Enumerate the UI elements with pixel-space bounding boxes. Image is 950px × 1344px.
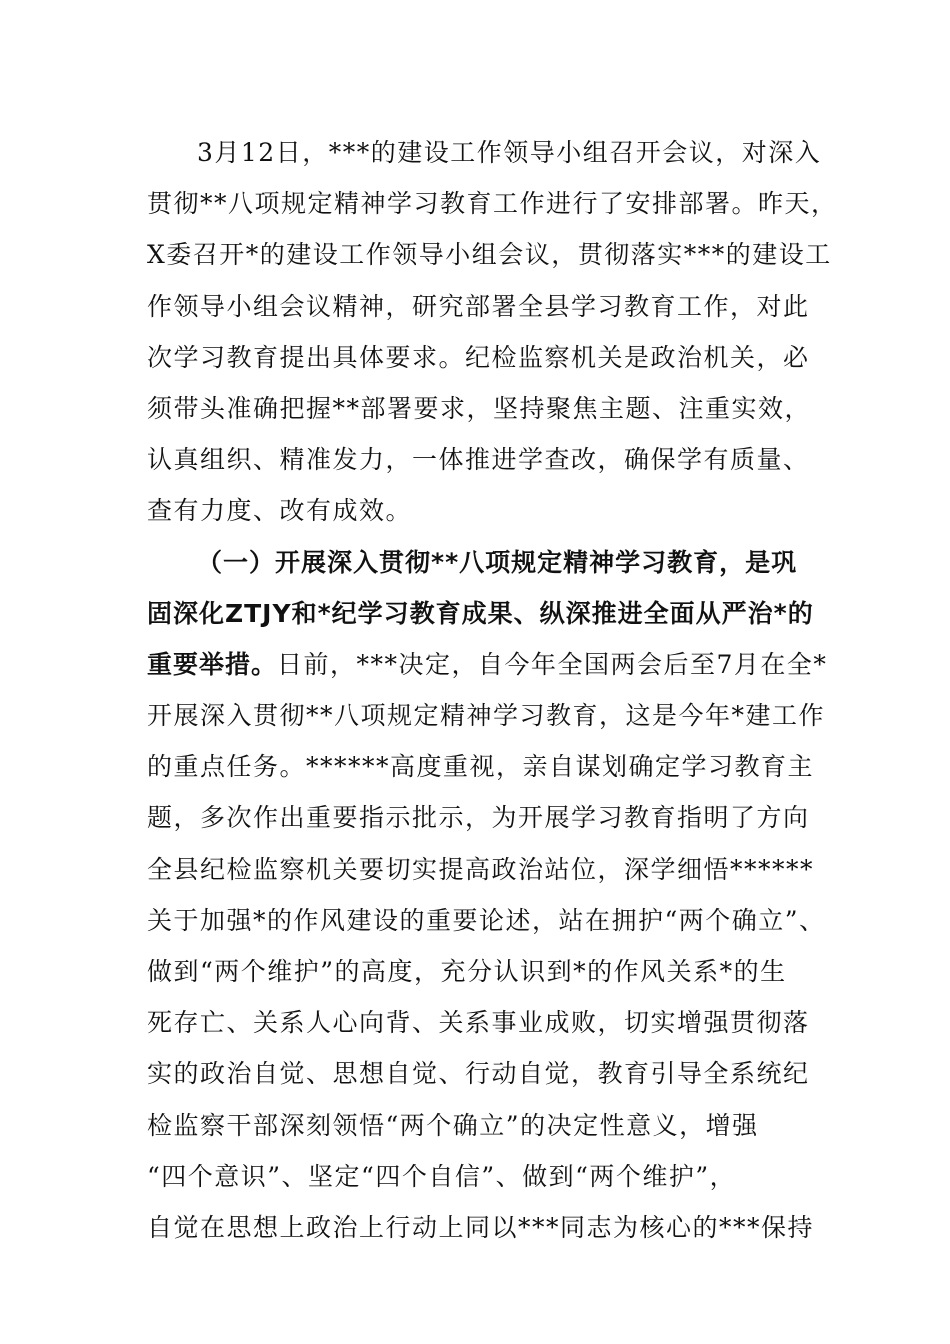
paragraph-2-line: 死存亡、关系人心向背、关系事业成败，切实增强贯彻落 — [147, 1008, 810, 1038]
paragraph-2-line: 的重点任务。******高度重视，亲自谋划确定学习教育主 — [147, 752, 815, 782]
paragraph-2-text: 日前，***决定，自今年全国两会后至7月在全* — [277, 649, 828, 679]
paragraph-2-line: 开展深入贯彻**八项规定精神学习教育，这是今年*建工作 — [147, 701, 826, 731]
paragraph-2-line: 做到“两个维护”的高度，充分认识到*的作风关系*的生 — [147, 957, 787, 986]
paragraph-1-line: X委召开*的建设工作领导小组会议，贯彻落实***的建设工 — [147, 240, 832, 270]
paragraph-2-line: “四个意识”、坚定“四个自信”、做到“两个维护”， — [147, 1161, 737, 1191]
paragraph-2-line: 实的政治自觉、思想自觉、行动自觉，教育引导全系统纪 — [147, 1059, 810, 1089]
paragraph-2-line: 自觉在思想上政治上行动上同以***同志为核心的***保持 — [147, 1212, 815, 1242]
document-body — [147, 127, 837, 1253]
paragraph-1-line: 作领导小组会议精神，研究部署全县学习教育工作，对此 — [147, 291, 810, 321]
paragraph-2-line: 关于加强*的作风建设的重要论述，站在拥护“两个确立”、 — [147, 905, 826, 935]
section-heading-end: 重要举措。 — [147, 649, 278, 679]
paragraph-2-line: 题，多次作出重要指示批示，为开展学习教育指明了方向 — [147, 803, 810, 833]
paragraph-2-line: 全县纪检监察机关要切实提高政治站位，深学细悟****** — [147, 854, 815, 884]
paragraph-1-line: 贯彻**八项规定精神学习教育工作进行了安排部署。昨天， — [147, 189, 838, 219]
paragraph-1-line: 3月12日，***的建设工作领导小组召开会议，对深入 — [197, 138, 822, 167]
paragraph-2-line: 检监察干部深刻领悟“两个确立”的决定性意义，增强 — [147, 1110, 759, 1140]
paragraph-1-line: 须带头准确把握**部署要求，坚持聚焦主题、注重实效， — [147, 393, 812, 423]
section-heading-line: （一）开展深入贯彻**八项规定精神学习教育，是巩 — [197, 547, 798, 577]
paragraph-1-line: 次学习教育提出具体要求。纪检监察机关是政治机关，必 — [147, 342, 810, 372]
paragraph-1-line: 认真组织、精准发力，一体推进学查改，确保学有质量、 — [147, 445, 810, 475]
paragraph-2-mixed-line — [147, 639, 837, 690]
paragraph-1-line: 查有力度、改有成效。 — [147, 496, 413, 526]
section-heading-line: 固深化ZTJY和*纪学习教育成果、纵深推进全面从严治*的 — [147, 598, 814, 628]
